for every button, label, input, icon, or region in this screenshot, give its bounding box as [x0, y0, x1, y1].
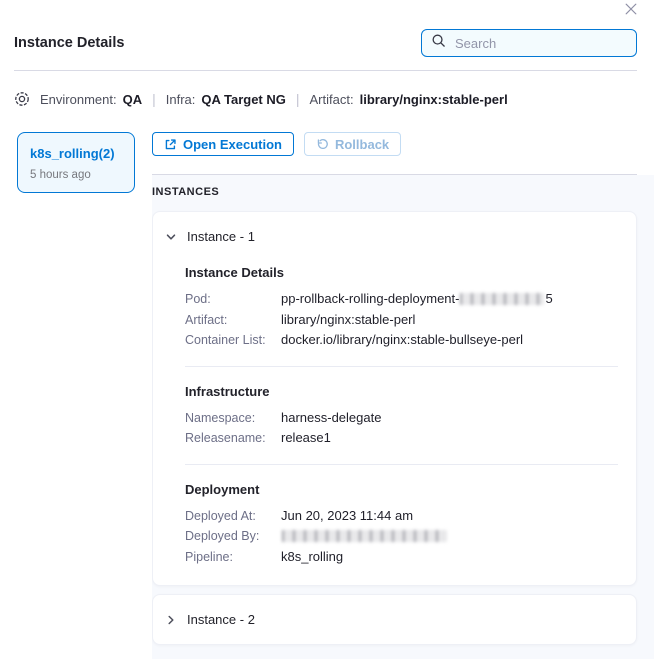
search-input[interactable] [453, 35, 627, 52]
detail-value: pp-rollback-rolling-deployment- 5 [281, 291, 553, 306]
infra-value: QA Target NG [201, 91, 286, 107]
detail-value: Jun 20, 2023 11:44 am [281, 507, 414, 523]
environment-item [40, 92, 142, 107]
redacted-text [282, 530, 447, 542]
detail-row [185, 506, 618, 527]
execution-card-time: 5 hours ago [30, 169, 91, 181]
chevron-right-icon [165, 614, 177, 626]
detail-label: Pipeline: [185, 549, 233, 564]
detail-label: Releasename: [185, 431, 266, 445]
main-area [0, 132, 654, 659]
separator: | [152, 91, 156, 107]
section-divider [185, 366, 618, 367]
detail-value: k8s_rolling [281, 548, 344, 564]
detail-label: Deployed By: [185, 529, 260, 543]
redacted-text [460, 293, 544, 305]
artifact-value: library/nginx:stable-perl [359, 91, 508, 107]
executions-sidebar [0, 132, 152, 659]
detail-label: Container List: [185, 333, 266, 347]
chevron-down-icon [165, 231, 177, 243]
detail-value: docker.io/library/nginx:stable-bullseye-perl [281, 332, 524, 347]
detail-label: Pod: [185, 292, 211, 306]
section-title: Instance Details [185, 265, 284, 280]
instances-region [152, 175, 654, 659]
detail-row [185, 428, 618, 449]
instances-list [152, 211, 654, 645]
detail-label: Artifact: [185, 312, 228, 327]
detail-row [185, 526, 618, 547]
instance-card [152, 211, 637, 586]
detail-row [185, 310, 618, 331]
instance-label: Instance - 2 [187, 612, 255, 627]
instance-label: Instance - 1 [187, 229, 255, 244]
open-execution-button[interactable] [152, 132, 294, 156]
instances-section-label: INSTANCES [152, 186, 220, 198]
external-link-icon [164, 138, 177, 151]
search-box[interactable] [421, 29, 637, 57]
toolbar [152, 132, 654, 156]
open-execution-label: Open Execution [183, 136, 282, 152]
panel-header [0, 0, 654, 57]
context-bar [0, 71, 654, 107]
detail-label: Deployed At: [185, 508, 256, 523]
detail-row [185, 289, 618, 310]
section-divider [185, 464, 618, 465]
detail-value: release1 [281, 430, 331, 445]
close-icon[interactable] [621, 0, 641, 16]
detail-label: Namespace: [185, 410, 256, 425]
instance-body [153, 265, 636, 585]
rollback-button[interactable] [304, 132, 401, 156]
detail-value: library/nginx:stable-perl [281, 311, 416, 327]
detail-value [281, 526, 448, 546]
search-icon [431, 33, 446, 53]
instance-header[interactable] [153, 212, 636, 248]
artifact-label: Artifact: [309, 91, 354, 107]
rollback-label: Rollback [334, 136, 390, 152]
instance-header[interactable] [153, 595, 636, 644]
instance-card [152, 594, 637, 645]
page-title: Instance Details [14, 35, 125, 51]
environment-icon [14, 91, 30, 107]
execution-card[interactable] [17, 132, 135, 193]
section-title: Infrastructure [185, 383, 270, 399]
infra-item [166, 92, 286, 107]
execution-card-title: k8s_rolling(2) [30, 146, 115, 161]
detail-row [185, 408, 618, 429]
artifact-item [310, 92, 508, 107]
detail-row [185, 330, 618, 351]
details-column [152, 132, 654, 659]
environment-value: QA [122, 91, 143, 107]
separator: | [295, 91, 300, 107]
infra-label: Infra: [165, 91, 196, 107]
detail-value: harness-delegate [281, 409, 382, 425]
section-title: Deployment [185, 481, 260, 497]
detail-row [185, 547, 618, 568]
rollback-icon [316, 138, 329, 151]
environment-label: Environment: [40, 91, 117, 107]
